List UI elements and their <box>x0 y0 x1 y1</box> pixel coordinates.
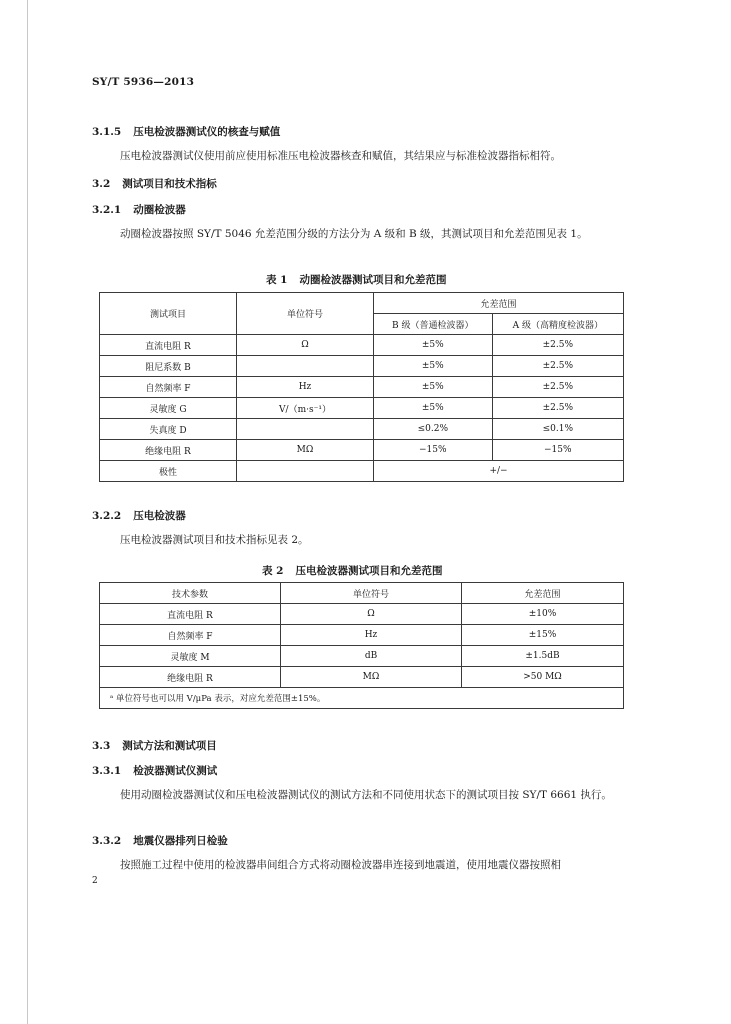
table2-cell-param: 直流电阻 R <box>100 604 281 625</box>
heading-3-2-2: 3.2.2 压电检波器 <box>92 510 186 522</box>
table1-cell-unit: MΩ <box>237 440 374 461</box>
table1-cell-a: −15% <box>492 440 623 461</box>
heading-3-3-1: 3.3.1 检波器测试仪测试 <box>92 765 218 777</box>
table1-cell-unit <box>237 419 374 440</box>
table-row <box>100 646 624 667</box>
table1-header-row <box>100 293 624 314</box>
table-row <box>100 667 624 688</box>
heading-3-1-5: 3.1.5 压电检波器测试仪的核查与赋值 <box>92 126 281 138</box>
table2-cell-tol: ±15% <box>462 625 624 646</box>
table1-cell-b: ±5% <box>374 398 493 419</box>
heading-3-3-2: 3.3.2 地震仪器排列日检验 <box>92 835 228 847</box>
paragraph-3-3-2: 按照施工过程中使用的检波器串间组合方式将动圈检波器串连接到地震道，使用地震仪器按照相 <box>120 859 561 871</box>
table-row <box>100 625 624 646</box>
table1-cell-b: ±5% <box>374 377 493 398</box>
table1-cell-item: 绝缘电阻 R <box>100 440 237 461</box>
table2-cell-unit: dB <box>281 646 462 667</box>
table1-cell-item: 直流电阻 R <box>100 335 237 356</box>
table1-cell-item: 自然频率 F <box>100 377 237 398</box>
page-number: 2 <box>92 876 98 886</box>
paragraph-3-2-1: 动圈检波器按照 SY/T 5046 允差范围分级的方法分为 A 级和 B 级，其测试项目和允差范围见表 1。 <box>120 228 588 240</box>
table2-header-unit: 单位符号 <box>281 583 462 604</box>
table2-cell-unit: Ω <box>281 604 462 625</box>
table2-cell-tol: ±1.5dB <box>462 646 624 667</box>
table1-header-a: A 级（高精度检波器） <box>492 314 623 335</box>
table1-cell-a: ±2.5% <box>492 356 623 377</box>
table2-caption: 表 2 压电检波器测试项目和允差范围 <box>262 565 443 577</box>
table1-cell-a: ±2.5% <box>492 335 623 356</box>
table1 <box>99 292 624 482</box>
table2-header-tolerance: 允差范围 <box>462 583 624 604</box>
table1-cell-b: −15% <box>374 440 493 461</box>
paragraph-3-1-5: 压电检波器测试仪使用前应使用标准压电检波器核查和赋值，其结果应与标准检波器指标相符。 <box>120 150 561 162</box>
table2-header-param: 技术参数 <box>100 583 281 604</box>
table2-note-row <box>100 688 624 709</box>
table1-cell-unit: V/（m·s⁻¹） <box>237 398 374 419</box>
table-row <box>100 440 624 461</box>
paragraph-3-2-2: 压电检波器测试项目和技术指标见表 2。 <box>120 534 309 546</box>
table2-cell-tol: ±10% <box>462 604 624 625</box>
heading-3-3: 3.3 测试方法和测试项目 <box>92 740 217 752</box>
table1-cell-item: 极性 <box>100 461 237 482</box>
table1-header-unit: 单位符号 <box>237 293 374 335</box>
table2 <box>99 582 624 709</box>
table2-header-row <box>100 583 624 604</box>
table1-cell-item: 灵敏度 G <box>100 398 237 419</box>
table-row <box>100 419 624 440</box>
table1-header-b: B 级（普通检波器） <box>374 314 493 335</box>
table2-cell-unit: Hz <box>281 625 462 646</box>
paragraph-3-3-1: 使用动圈检波器测试仪和压电检波器测试仪的测试方法和不同使用状态下的测试项目按 SY/T 6661 执行。 <box>120 789 612 801</box>
table1-cell-unit: Ω <box>237 335 374 356</box>
table1-cell-polarity: +/− <box>374 461 624 482</box>
table-row <box>100 356 624 377</box>
table-row <box>100 398 624 419</box>
standard-number: SY/T 5936—2013 <box>92 76 195 88</box>
table-row <box>100 604 624 625</box>
heading-3-2-1: 3.2.1 动圈检波器 <box>92 204 186 216</box>
table1-cell-b: ±5% <box>374 356 493 377</box>
table2-cell-param: 灵敏度 M <box>100 646 281 667</box>
table1-cell-b: ≤0.2% <box>374 419 493 440</box>
table1-cell-a: ±2.5% <box>492 377 623 398</box>
heading-3-2: 3.2 测试项目和技术指标 <box>92 178 217 190</box>
table-row <box>100 461 624 482</box>
table2-cell-param: 绝缘电阻 R <box>100 667 281 688</box>
table1-cell-a: ±2.5% <box>492 398 623 419</box>
table1-cell-item: 失真度 D <box>100 419 237 440</box>
table-row <box>100 335 624 356</box>
table1-cell-b: ±5% <box>374 335 493 356</box>
table1-cell-unit <box>237 356 374 377</box>
table2-cell-unit: MΩ <box>281 667 462 688</box>
table2-note: ᵃ 单位符号也可以用 V/μPa 表示，对应允差范围±15%。 <box>100 688 624 709</box>
table1-cell-a: ≤0.1% <box>492 419 623 440</box>
table2-cell-tol: >50 MΩ <box>462 667 624 688</box>
page-left-edge <box>27 0 28 1024</box>
table1-header-item: 测试项目 <box>100 293 237 335</box>
table1-caption: 表 1 动圈检波器测试项目和允差范围 <box>266 274 447 286</box>
table-row <box>100 377 624 398</box>
table2-cell-param: 自然频率 F <box>100 625 281 646</box>
table1-cell-unit: Hz <box>237 377 374 398</box>
table1-header-tolerance: 允差范围 <box>374 293 624 314</box>
table1-cell-unit <box>237 461 374 482</box>
table1-cell-item: 阻尼系数 B <box>100 356 237 377</box>
